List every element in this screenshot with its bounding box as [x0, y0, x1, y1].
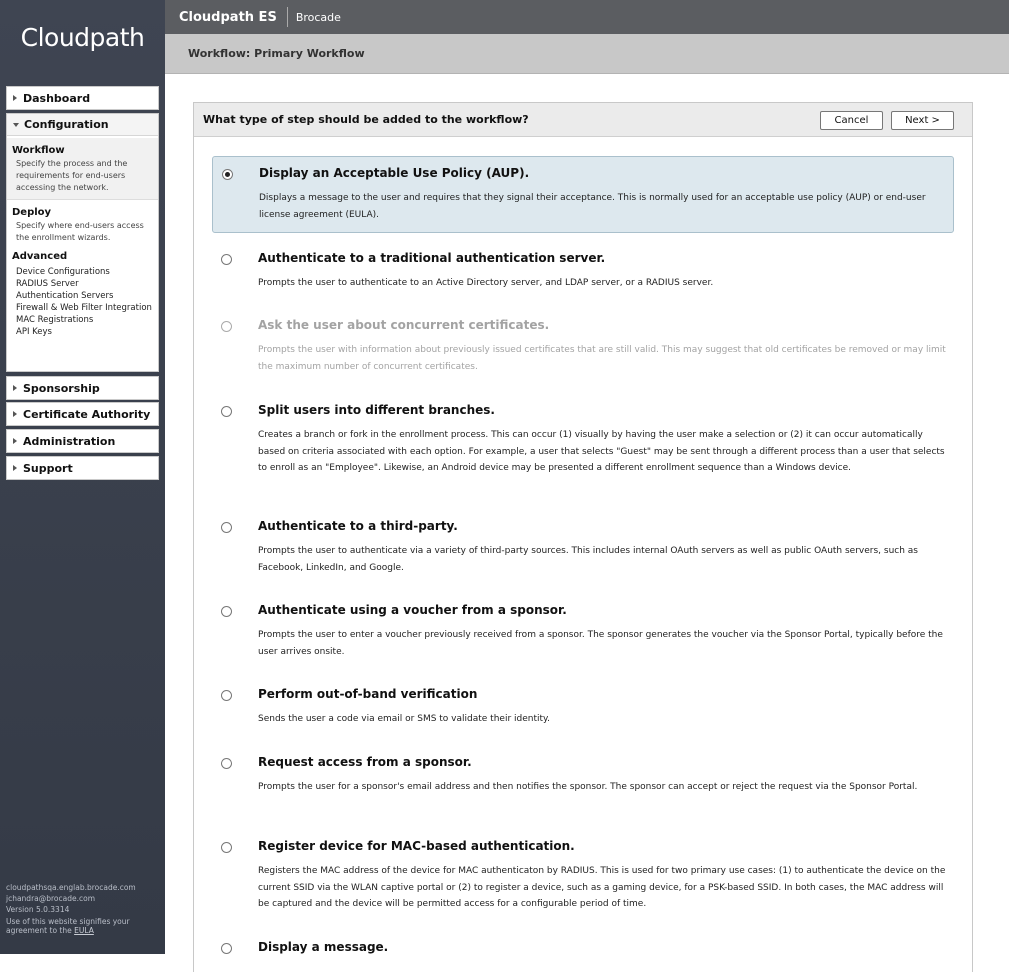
- nav-certificate-authority-header[interactable]: [7, 403, 158, 425]
- option-split-branches[interactable]: [212, 395, 954, 495]
- advanced-link-authentication-servers[interactable]: Authentication Servers: [16, 291, 114, 301]
- option-title: Ask the user about concurrent certificates.: [258, 318, 550, 332]
- nav-dashboard-header[interactable]: [7, 87, 158, 109]
- nav-dashboard[interactable]: [6, 86, 159, 110]
- option-request-sponsor[interactable]: [212, 747, 954, 813]
- top-bar: [165, 0, 1009, 34]
- sidebar-footer: [6, 882, 161, 935]
- nav-configuration: [6, 113, 159, 372]
- cancel-button[interactable]: Cancel: [820, 111, 883, 130]
- option-title: Request access from a sponsor.: [258, 755, 472, 769]
- nav-certificate-authority[interactable]: [6, 402, 159, 426]
- chevron-down-icon: [13, 123, 19, 127]
- configuration-menu: [7, 136, 158, 344]
- option-desc: Displays a message to the user and requires that they signal their acceptance. This is normally used for an acceptable use policy (AUP) or end-user license agreement (EULA).: [259, 193, 926, 220]
- nav-administration[interactable]: [6, 429, 159, 453]
- radio-mac-registration[interactable]: [221, 842, 232, 853]
- page-title: Workflow: Primary Workflow: [188, 47, 365, 60]
- radio-request-sponsor[interactable]: [221, 758, 232, 769]
- sidebar: [0, 0, 165, 954]
- app-name: Cloudpath ES: [179, 9, 277, 25]
- workflow-title: Workflow: [12, 145, 65, 156]
- radio-third-party[interactable]: [221, 522, 232, 533]
- option-third-party[interactable]: [212, 511, 954, 577]
- option-title: Display a message.: [258, 940, 389, 954]
- option-concurrent-certificates: [212, 310, 954, 376]
- option-desc: Registers the MAC address of the device for MAC authenticaton by RADIUS. This is used for two primary use cases: (1) to authenticate the device on the current SSID via the WLAN captive portal or (2) to register a device, such as a gaming device, for a PSK-based SSID. In both cases, the MAC address will be captured and the device will be permitted access for a configurable period of time.: [258, 866, 946, 909]
- footer-host: cloudpathsqa.englab.brocade.com: [6, 883, 136, 892]
- footer-agreement: [6, 917, 161, 935]
- radio-concurrent-certificates: [221, 321, 232, 332]
- radio-traditional-auth[interactable]: [221, 254, 232, 265]
- option-title: Register device for MAC-based authentication.: [258, 839, 575, 853]
- eula-link[interactable]: EULA: [74, 926, 94, 935]
- nav-support-header[interactable]: [7, 457, 158, 479]
- next-button[interactable]: Next >: [891, 111, 954, 130]
- radio-display-message[interactable]: [221, 943, 232, 954]
- page-title-bar: [165, 34, 1009, 74]
- option-desc: Prompts the user to authenticate via a variety of third-party sources. This includes internal OAuth servers as well as public OAuth servers, such as Facebook, LinkedIn, and Google.: [258, 546, 918, 573]
- nav-administration-label: Administration: [23, 434, 116, 448]
- deploy-title: Deploy: [12, 207, 52, 218]
- radio-voucher[interactable]: [221, 606, 232, 617]
- option-desc: Prompts the user for a sponsor's email address and then notifies the sponsor. The sponsor can accept or reject the request via the Sponsor Portal.: [258, 782, 918, 792]
- advanced-link-firewall-web-filter[interactable]: Firewall & Web Filter Integration: [16, 303, 152, 313]
- panel-question: What type of step should be added to the workflow?: [203, 113, 529, 126]
- option-mac-registration[interactable]: [212, 831, 954, 915]
- header-divider: [287, 7, 288, 27]
- logo-text: Cloudpath: [20, 22, 145, 52]
- nav-support[interactable]: [6, 456, 159, 480]
- advanced-link-device-configurations[interactable]: Device Configurations: [16, 267, 110, 277]
- nav-sponsorship[interactable]: [6, 376, 159, 400]
- nav-dashboard-label: Dashboard: [23, 91, 91, 105]
- footer-user: jchandra@brocade.com: [6, 894, 96, 903]
- chevron-right-icon: [13, 385, 17, 391]
- footer-agreement-text: Use of this website signifies your agreement to the: [6, 917, 130, 935]
- option-title: Authenticate using a voucher from a sponsor.: [258, 603, 567, 617]
- option-title: Perform out-of-band verification: [258, 687, 478, 701]
- option-title: Authenticate to a third-party.: [258, 519, 458, 533]
- nav-administration-header[interactable]: [7, 430, 158, 452]
- nav-configuration-header[interactable]: [7, 114, 158, 136]
- option-voucher[interactable]: [212, 595, 954, 661]
- chevron-right-icon: [13, 465, 17, 471]
- advanced-link-mac-registrations[interactable]: MAC Registrations: [16, 315, 94, 325]
- option-desc: Prompts the user with information about previously issued certificates that are still valid. This may suggest that old certificates be removed or may limit the maximum number of concurrent certificates.: [258, 345, 946, 372]
- nav-configuration-label: Configuration: [24, 118, 109, 131]
- radio-display-aup[interactable]: [222, 169, 233, 180]
- footer-version: Version 5.0.3314: [6, 905, 70, 914]
- add-step-panel: [193, 102, 973, 972]
- nav-support-label: Support: [23, 461, 73, 475]
- option-traditional-auth[interactable]: [212, 243, 954, 293]
- nav-sponsorship-header[interactable]: [7, 377, 158, 399]
- config-item-deploy[interactable]: [7, 200, 158, 244]
- option-desc: Sends the user a code via email or SMS to validate their identity.: [258, 714, 550, 724]
- nav-sponsorship-label: Sponsorship: [23, 381, 100, 395]
- option-title: Authenticate to a traditional authentication server.: [258, 251, 606, 265]
- option-title: Display an Acceptable Use Policy (AUP).: [259, 166, 530, 180]
- chevron-right-icon: [13, 95, 17, 101]
- chevron-right-icon: [13, 438, 17, 444]
- advanced-title: Advanced: [12, 251, 68, 262]
- workflow-desc: Specify the process and the requirements for end-users accessing the network.: [16, 159, 128, 192]
- option-out-of-band[interactable]: [212, 679, 954, 729]
- advanced-link-api-keys[interactable]: API Keys: [16, 327, 52, 337]
- option-display-aup[interactable]: [212, 156, 954, 233]
- cloudpath-logo[interactable]: [0, 0, 165, 74]
- option-desc: Prompts the user to authenticate to an Active Directory server, and LDAP server, or a RADIUS server.: [258, 278, 714, 288]
- config-section-advanced: [7, 244, 158, 338]
- option-desc: Creates a branch or fork in the enrollment process. This can occur (1) visually by having the user make a selection or (2) it can occur automatically based on criteria associated with each option. For example, a user that selects "Guest" may be sent through a different process than a user that selects to enroll as an "Employee". Likewise, an Android device may be presented a different enrollment sequence than a Windows device.: [258, 430, 945, 473]
- option-title: Split users into different branches.: [258, 403, 495, 417]
- advanced-link-radius-server[interactable]: RADIUS Server: [16, 279, 79, 289]
- config-item-workflow[interactable]: [7, 138, 158, 200]
- chevron-right-icon: [13, 411, 17, 417]
- radio-out-of-band[interactable]: [221, 690, 232, 701]
- option-desc: Prompts the user to enter a voucher previously received from a sponsor. The sponsor generates the voucher via the Sponsor Portal, typically before the user arrives onsite.: [258, 630, 943, 657]
- option-display-message[interactable]: [212, 932, 954, 962]
- brand-name: Brocade: [295, 10, 341, 24]
- deploy-desc: Specify where end-users access the enrollment wizards.: [16, 221, 144, 242]
- nav-certificate-authority-label: Certificate Authority: [23, 407, 151, 421]
- panel-header: [194, 103, 972, 137]
- radio-split-branches[interactable]: [221, 406, 232, 417]
